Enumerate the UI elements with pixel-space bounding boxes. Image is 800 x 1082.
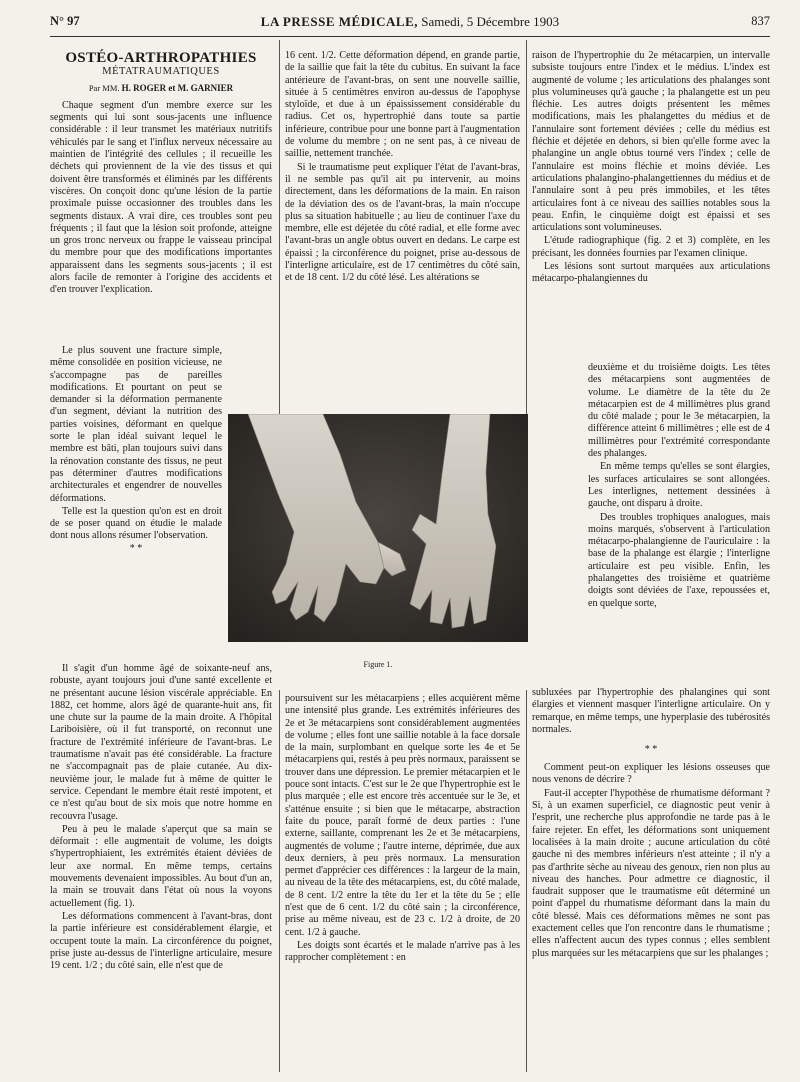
- column-2-top: [285, 50, 520, 286]
- byline-authors: H. ROGER et M. GARNIER: [121, 82, 234, 93]
- journal-header: [50, 14, 770, 30]
- column-rule-3: [279, 690, 280, 1072]
- byline-prefix: Par MM.: [88, 82, 120, 93]
- paragraph: Chaque segment d'un membre exerce sur les segments qui lui sont sous-jacents une influence considérable : il leur transmet les matériaux nutritifs véhiculés par le sang et l'influx nerveux nécessaire au maintien de l'intégrité des cellules ; il recueille les déchets qui proviennent de la vie des tissus et qui doivent être transformés et éliminés par les différents viscères. On conçoit donc qu'une lésion de la partie proximale puisse occasionner des troubles dans les segments distaux. A vrai dire, ces troubles sont peu fréquents ; il faut que la lésion soit profonde, atteigne un gros tronc nerveux ou frappe le vaisseau principal du membre pour que des modifications importantes apparaissent dans les segments sous-jacents ; il est alors facile de remonter à l'origine des accidents et d'en trouver l'explication.: [50, 99, 272, 296]
- paragraph: Les déformations commencent à l'avant-bras, dont la partie inférieure est considérablement élargie, et occupent toute la main. La circonférence du poignet, prise juste au-dessus de l'interligne articulaire, mesure 19 cent. 1/2 ; du côté sain, elle n'est que de: [50, 910, 272, 972]
- paragraph: Telle est la question qu'on est en droit de se poser quand on étudie le malade dont nous allons résumer l'observation.: [50, 505, 222, 542]
- section-separator: * *: [129, 542, 143, 554]
- column-3-bottom: [532, 687, 770, 961]
- page-number: 837: [751, 14, 770, 28]
- hands-photograph: [228, 414, 528, 642]
- issue-number: N° 97: [50, 14, 80, 28]
- running-header: [50, 14, 770, 34]
- column-3-narrow: [588, 362, 770, 611]
- column-rule-4: [526, 690, 527, 1072]
- figure-1-photo: [228, 414, 528, 642]
- column-rule-2: [526, 40, 527, 414]
- issue-date: Samedi, 5 Décembre 1903: [421, 14, 560, 29]
- journal-name: LA PRESSE MÉDICALE,: [260, 14, 419, 29]
- paragraph: Si le traumatisme peut expliquer l'état de l'avant-bras, il ne semble pas qu'il ait pu intervenir, au moins directement, dans les déformations de la main. En raison de la déviation des os de l'avant-bras, la main n'occupe plus sa situation habituelle ; au lieu de continuer l'axe du membre, elle est déjetée du côté radial, et elle forme avec l'avant-bras un angle obtus ouvert en dedans. Le carpe est épaissi ; la circonférence du poignet, prise au-dessous de l'interligne articulaire, est de 17 centimètres du côté sain, et de 18 cent. 1/2 du côté lésé. Les altérations se: [285, 161, 520, 284]
- paragraph: poursuivent sur les métacarpiens ; elles acquièrent même une intensité plus grande. Les extrémités inférieures des 2e et 3e métacarpiens sont considérablement augmentées de volume ; elles font une saillie notable à la face dorsale de la main, surplombant en quelque sorte les 4e et 5e métacarpiens qui, restés à peu près normaux, paraissent se trouver dans une dépression. Le premier métacarpien et le pouce sont intacts. C'est sur le 2e que l'hypertrophie est le plus marquée ; elle est encore très accentuée sur le 3e, et s'atténue ensuite ; si bien que le métacarpe, abstraction faite du pouce, paraît formé de deux parties : l'une externe, saillante, comprenant les 2e et 3e métacarpiens, augmentés de volume ; l'autre interne, déprimée, due aux deux derniers, à peu près normaux. La mensuration permet d'apprécier ces différences : la largeur de la main, au niveau de la tête des métacarpiens, est, du côté malade, de 8 cent. 1/2 entre la tête du 1er et la tête du 5e ; elle n'est que de 6 cent. 1/2 du côté sain ; la circonférence, prise au même niveau, est de 23 c. 1/2 à droite, de 20 cent. 1/2 à gauche.: [285, 693, 520, 938]
- paragraph: 16 cent. 1/2. Cette déformation dépend, en grande partie, de la saillie que fait la tête du cubitus. En suivant la face antérieure de l'avant-bras, on sent une nouvelle saillie, située à 5 centimètres environ au-dessus de l'apophyse styloïde, et due à un épaississement considérable du radius. Cet os, hypertrophié dans toute sa partie inférieure, contribue pour une bonne part à l'augmentation de volume du membre ; on ne sent pas, à ce niveau de saillie, nettement tranchée.: [285, 50, 521, 160]
- paragraph: Peu à peu le malade s'aperçut que sa main se déformait : elle augmentait de volume, les doigts s'hypertrophiaient, les extrémités étaient déviées de leur axe normal. En même temps, certains mouvements devenaient impossibles. Au bout d'un an, la main se trouvait dans l'état où nous la voyons actuellement (fig. 1).: [50, 823, 272, 909]
- paragraph: Les doigts sont écartés et le malade n'arrive pas à les rapprocher complètement : en: [285, 939, 520, 964]
- column-rule-1: [279, 40, 280, 414]
- article-byline: [50, 82, 272, 94]
- column-1-top: [50, 50, 272, 298]
- paragraph: Des troubles trophiques analogues, mais moins marqués, s'observent à l'articulation métacarpo-phalangienne de l'auriculaire : la base de la phalange est élargie ; l'interligne articulaire est peu visible. Enfin, les phalangettes des troisième et quatrième doigts sont déviées de l'axe, repoussées et, en quelque sorte,: [588, 511, 770, 609]
- paragraph: subluxées par l'hypertrophie des phalangines qui sont élargies et viennent masquer l'interligne articulaire. On y remarque, en même temps, une hyperplasie des tubérosités normales.: [532, 687, 770, 735]
- paragraph: deuxième et du troisième doigts. Les têtes des métacarpiens sont augmentées de volume. Le diamètre de la tête du 2e métacarpien est de 4 millimètres plus grand du côté malade ; pour le 3e métacarpien, la différence atteint 6 millimètres ; elle est de 4 millimètres pour l'extrémité correspondante des phalanges.: [588, 362, 770, 460]
- header-rule: [50, 36, 770, 37]
- column-2-bottom: [285, 693, 520, 966]
- article-title: OSTÉO-ARTHROPATHIES: [65, 50, 257, 66]
- column-3-top: [532, 50, 770, 287]
- paragraph: Le plus souvent une fracture simple, même consolidée en position vicieuse, ne s'accompagne pas de pareilles modifications. Et pourtant on peut se demander si la déformation permanente d'un segment, déviant la nutrition des parties voisines, déformant en quelque sorte le plan idéal suivant lequel le membre est bâti, plan toujours suivi dans la rénovation constante des tissus, ne peut pas déterminer d'autres modifications architecturales et engendrer de nouvelles déformations.: [50, 345, 222, 504]
- figure-caption: Figure 1.: [363, 660, 393, 669]
- paragraph: L'étude radiographique (fig. 2 et 3) complète, en les précisant, les données fournies par l'examen clinique.: [532, 235, 770, 259]
- paragraph: Il s'agit d'un homme âgé de soixante-neuf ans, robuste, ayant toujours joui d'une santé excellente et ne présentant aucune lésion viscérale appréciable. En 1882, cet homme, alors âgé de quarante-huit ans, fit une chute sur la paume de la main droite. A l'hôpital Lariboisière, où il fut transporté, on reconnut une fracture de l'extrémité inférieure de l'avant-bras. Le traumatisme n'avait pas été considérable. La fracture ne s'accompagnait pas de plaie cutanée. Au dix-neuvième jour, le malade fut à même de quitter le service. Cependant le membre était resté impotent, et ce n'est qu'au bout de six mois que notre homme en recouvra l'usage.: [50, 663, 272, 822]
- section-separator: * *: [644, 744, 658, 756]
- column-1-bottom: [50, 663, 272, 973]
- column-1-narrow: [50, 345, 222, 557]
- paragraph: Les lésions sont surtout marquées aux articulations métacarpo-phalangiennes du: [532, 261, 770, 285]
- article-subtitle: MÉTATRAUMATIQUES: [102, 66, 220, 78]
- paragraph: Faut-il accepter l'hypothèse de rhumatisme déformant ? Si, à un examen superficiel, ce diagnostic peut venir à l'esprit, une recherche plus approfondie ne tarde pas à le faire rejeter. En effet, les déformations sont uniquement localisées à la main droite ; aucune articulation du côté gauche ni des membres inférieurs n'est atteinte ; il n'y a pas d'arthrite sèche au niveau des genoux, rien non plus au niveau des hanches. Pour admettre ce diagnostic, il faudrait supposer que le traumatisme eût déterminé un point d'appel du rhumatisme déformant dans la main du côté blessé. Mais ces déformations mêmes ne sont pas exactement celles que l'on rencontre dans le rhumatisme ; elles n'affectent aucun des types connus ; elles semblent plus marquées sur les métacarpiens que sur les phalanges ;: [532, 787, 770, 959]
- paragraph: raison de l'hypertrophie du 2e métacarpien, un intervalle subsiste toujours entre l'index et le médius. L'index est augmenté de volume ; les articulations des phalanges sont plus volumineuses qu'à gauche ; la phalangette est un peu fléchie. Les autres doigts présentent les mêmes modifications, mais les phalangettes du médius et de l'annulaire sont fortement déviées ; celle du médius est fléchie et déjetée en dehors, si bien qu'elle forme avec la phalangine un angle obtus tourné vers l'index ; celle de l'annulaire est moins fléchie et moins déviée. Les articulations phalangino-phalangettiennes du médius et de l'annulaire sont à peu près immobiles, et les têtes articulaires font à ce niveau des saillies notables sous la peau. Enfin, le cinquième doigt est épaissi et ses articulations sont volumineuses.: [532, 50, 770, 234]
- paragraph: En même temps qu'elles se sont élargies, les surfaces articulaires se sont allongées. Les interlignes, nettement dessinées à gauche, ont disparu à droite.: [588, 461, 770, 510]
- paragraph: Comment peut-on expliquer les lésions osseuses que nous venons de décrire ?: [532, 762, 770, 786]
